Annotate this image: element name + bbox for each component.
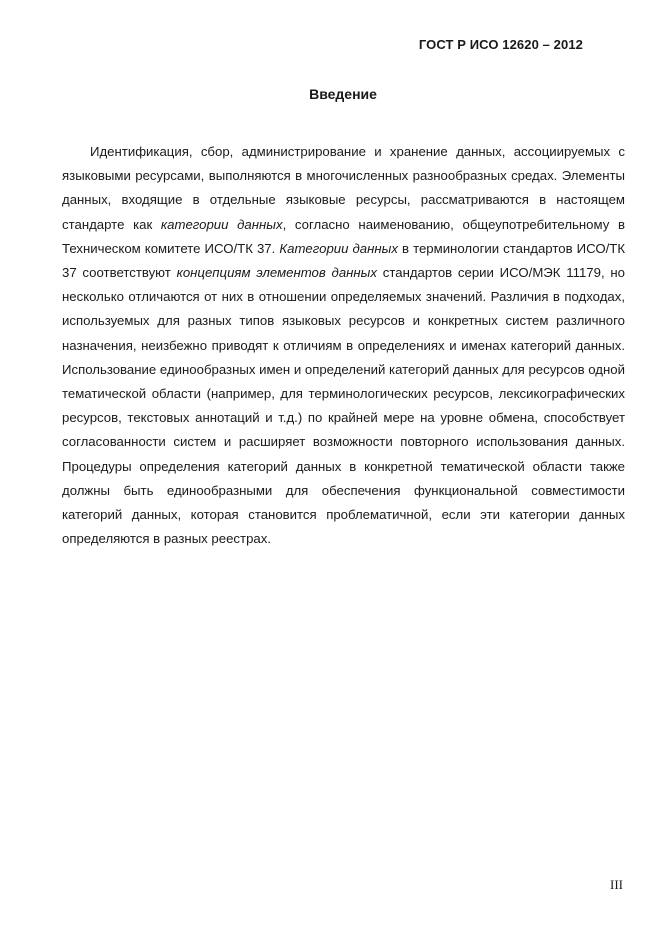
paragraph-text-2: , согласно наименованию, общеупотребительному в Техническом комитете ИСО/ТК 37. xyxy=(62,216,625,256)
document-code: ГОСТ Р ИСО 12620 – 2012 xyxy=(418,37,583,52)
paragraph-text-3: в терминологии стандартов ИСО/ТК 37 соответствуют xyxy=(62,240,625,281)
page-number: III xyxy=(610,877,623,892)
paragraph-text-1: Идентификация, сбор, администрирование и хранение данных, ассоциируемых с языковыми ресурсами, выполняются в многочисленных разнообразных средах. Элементы данных, входящие в отдельные языковые ресурсы, рассматриваются в настоящем стандарте как xyxy=(62,144,625,232)
page-title: Введение xyxy=(309,86,377,102)
paragraph-text-4: стандартов серии ИСО/МЭК 11179, но несколько отличаются от них в отношении определяемых значений. Различия в подходах, используемых для разных типов языковых ресурсов и конкретных систем различного назначения, неизбежно приводят к отличиям в определениях и именах категорий данных. Использование единообразных имен и определений категорий данных для ресурсов одной тематической области (например, для терминологических ресурсов, лексикографических ресурсов, текстовых аннотаций и т.д.) по крайней мере на уровне обмена, способствует согласованности систем и расширяет возможности повторного использования данных. Процедуры определения категорий данных в конкретной тематической области также должны быть единообразными для обеспечения функциональной совместимости категорий данных, которая становится проблематичной, если эти категории данных определяются в разных реестрах. xyxy=(62,265,625,547)
term-data-element-concepts: концепциям элементов данных xyxy=(176,265,377,281)
term-data-categories-capitalized: Категории данных xyxy=(279,240,398,256)
introduction-paragraph xyxy=(62,140,625,551)
term-data-categories: категории данных xyxy=(160,216,283,232)
